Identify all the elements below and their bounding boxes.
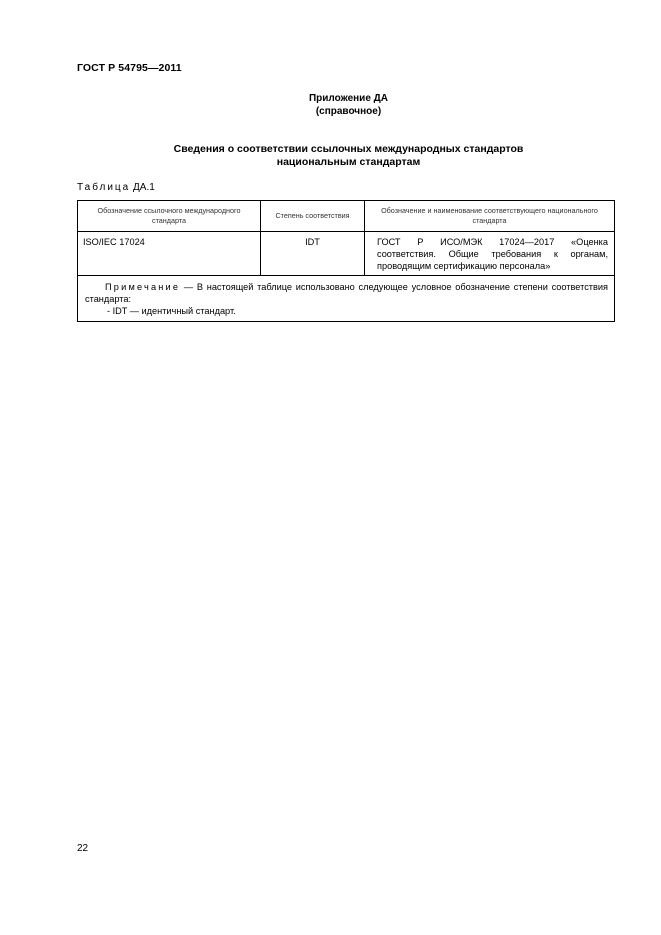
cell-international-standard: ISO/IEC 17024 [78, 232, 261, 276]
section-heading [0, 143, 661, 169]
section-title-line2: национальным стандартам [276, 156, 421, 168]
table-note-row [78, 276, 615, 322]
note-text: — В настоящей таблице использовано следующее условное обозначение степени соответствия стандарта: [85, 282, 608, 304]
page-number: 22 [77, 843, 89, 854]
section-title-line1: Сведения о соответствии ссылочных международных стандартов [173, 143, 524, 155]
annex-subtitle: (справочное) [315, 106, 382, 117]
annex-title: Приложение ДА [308, 93, 389, 104]
table-caption-label: Таблица [77, 182, 131, 193]
note-label: Примечание [105, 282, 181, 292]
note-item: - IDT — идентичный стандарт. [107, 306, 236, 316]
header-degree-of-correspondence: Степень соответствия [261, 201, 365, 232]
table-caption [77, 182, 155, 193]
header-international-standard: Обозначение ссылочного международного стандарта [78, 201, 261, 232]
cell-degree: IDT [261, 232, 365, 276]
table-note [78, 276, 615, 322]
document-code: ГОСТ Р 54795—2011 [77, 62, 182, 74]
table-header-row [78, 201, 615, 232]
cell-national-standard: ГОСТ Р ИСО/МЭК 17024—2017 «Оценка соответствия. Общие требования к органам, проводящим сертификацию персонала» [365, 232, 615, 276]
table-caption-number: ДА.1 [133, 182, 155, 193]
annex-heading [0, 92, 661, 118]
table-row [78, 232, 615, 276]
standards-correspondence-table [77, 200, 615, 322]
header-national-standard: Обозначение и наименование соответствующего национального стандарта [365, 201, 615, 232]
